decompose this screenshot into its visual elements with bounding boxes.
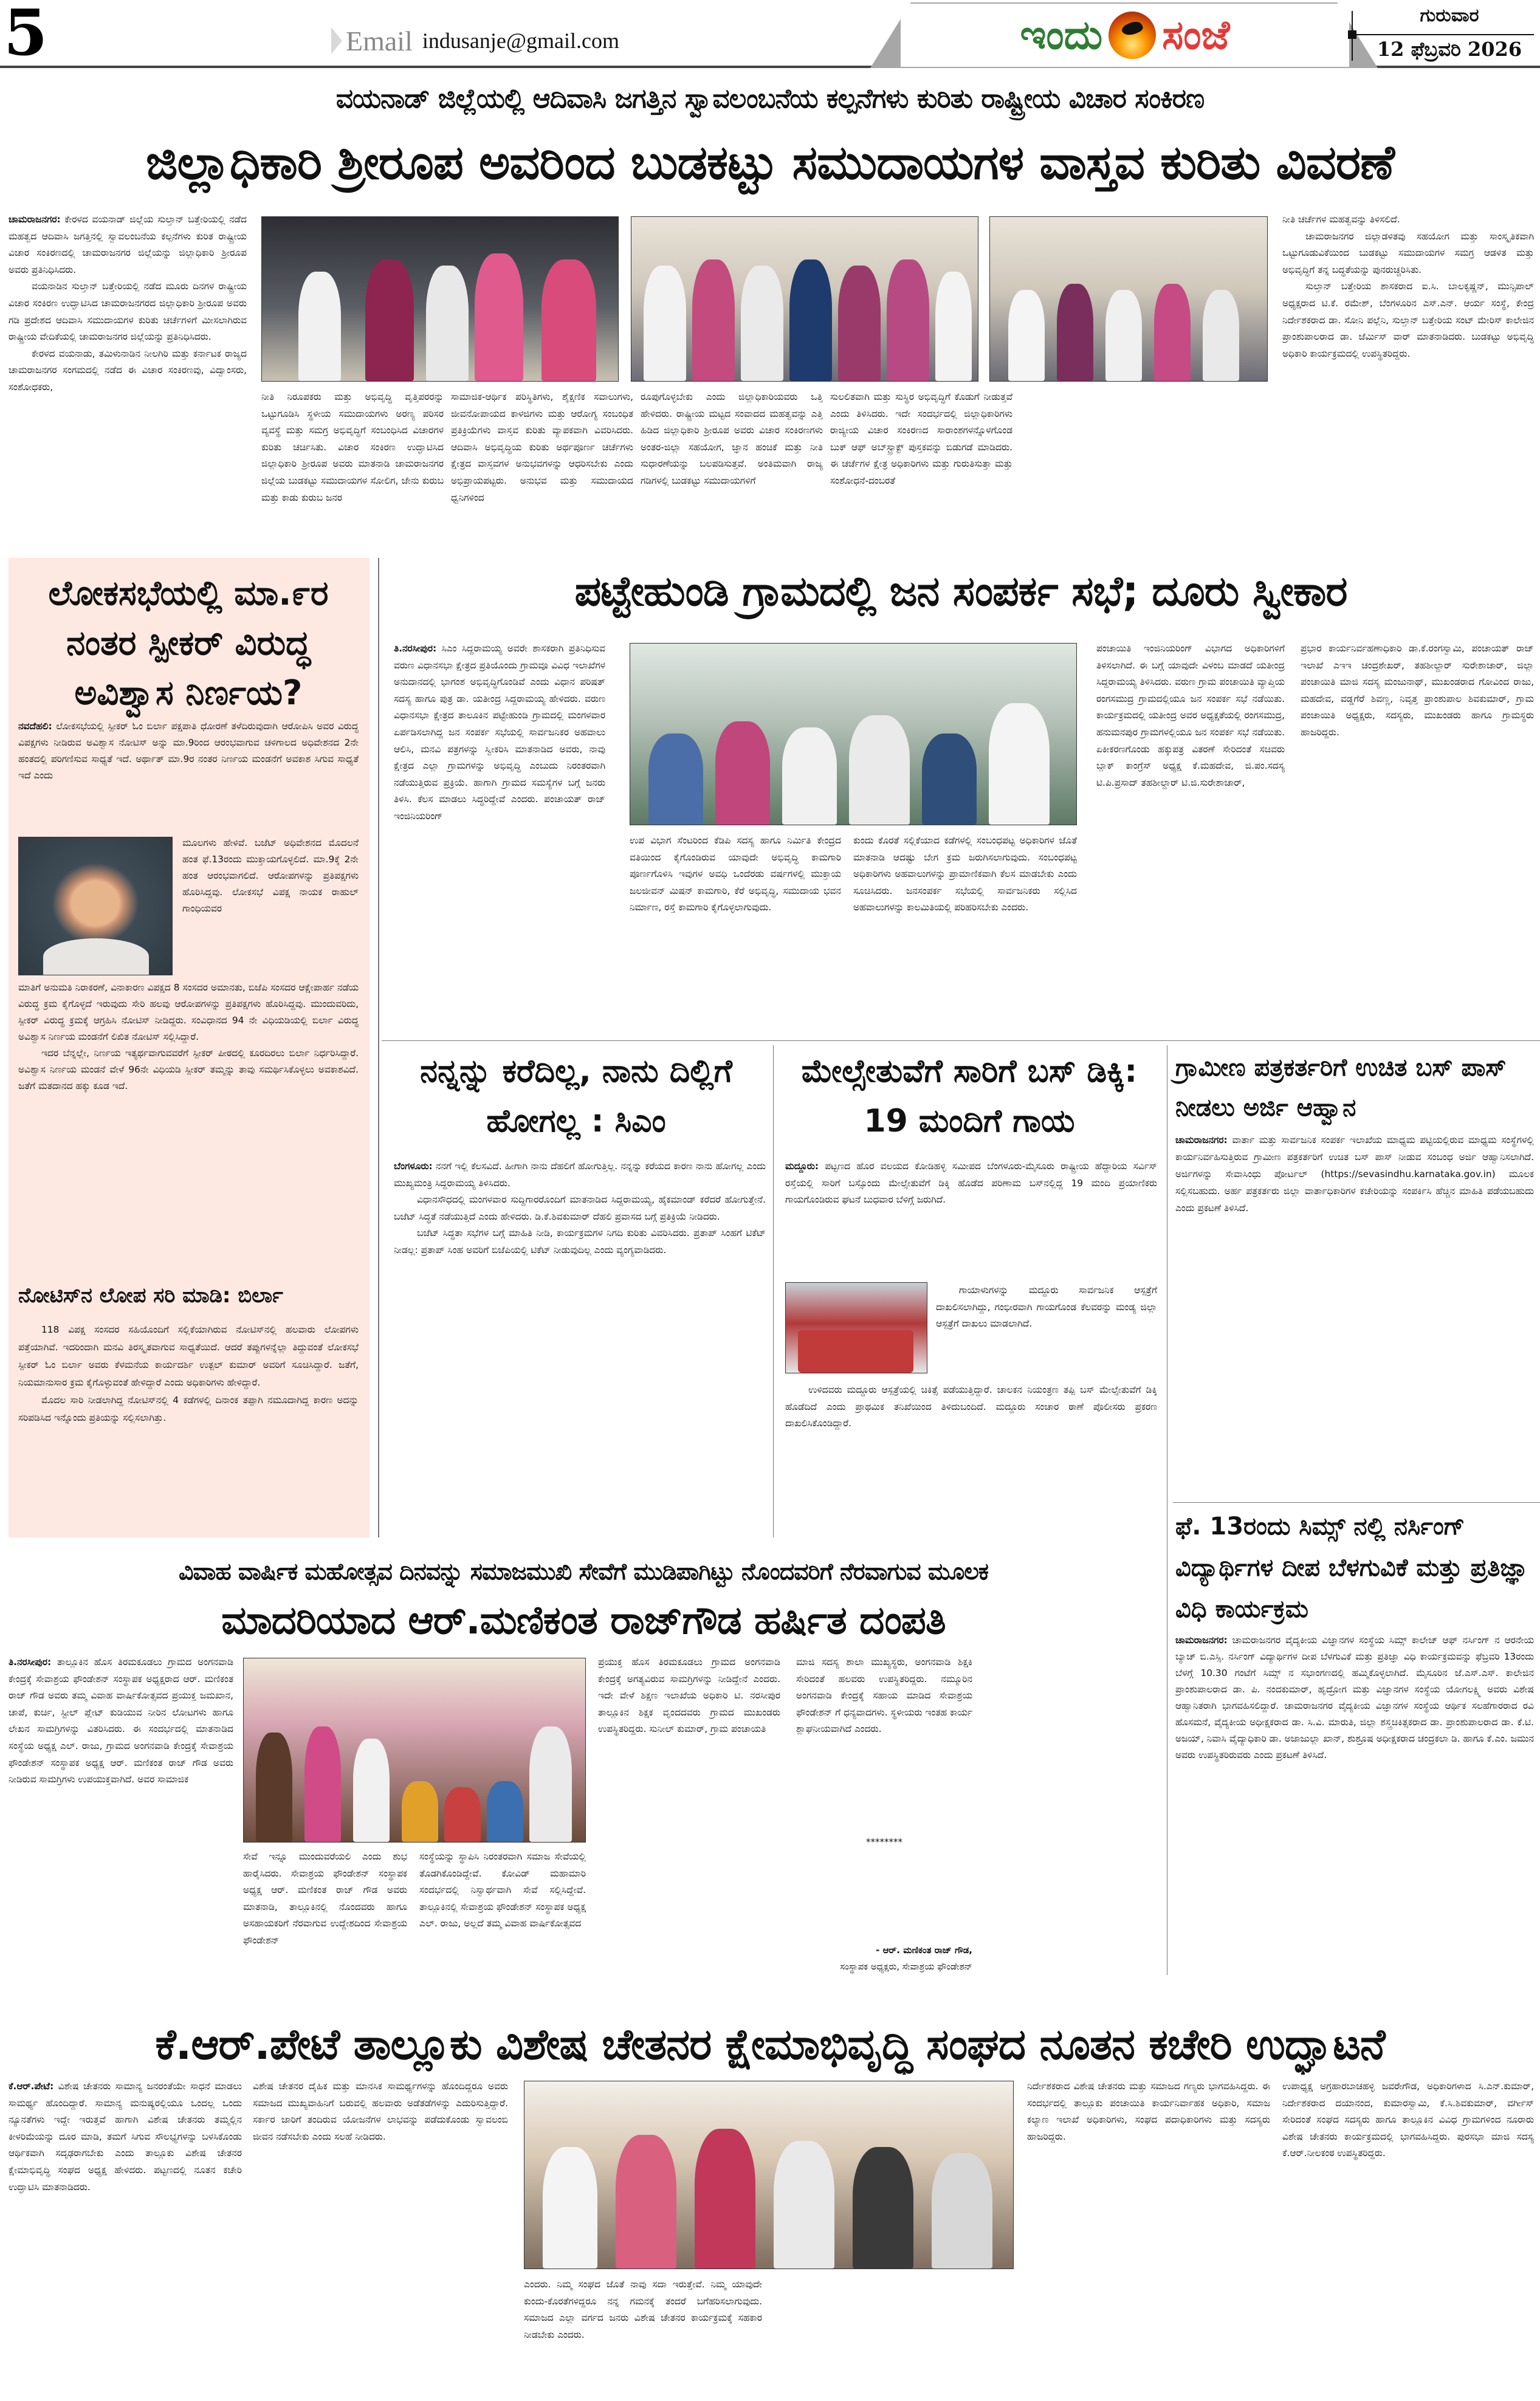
issue-date-block — [1343, 2, 1540, 66]
dateline: ಚಾಮರಾಜನಗರ: — [9, 214, 61, 225]
story-headline: ಫೆ. 13ರಂದು ಸಿಮ್ಸ್ ನಲ್ಲಿ ನರ್ಸಿಂಗ್ ವಿದ್ಯಾರ್ಥಿಗಳ ದೀಪ ಬೆಳಗುವಿಕೆ ಮತ್ತು ಪ್ರತಿಜ್ಞಾ ವಿಧಿ ಕಾರ್ಯಕ್ರಮ — [1175, 1513, 1528, 1623]
logo-text-left: ಇಂದು — [1020, 11, 1103, 58]
paragraph: ಕೇರಳದ ವಯನಾಡು, ತಮಿಳುನಾಡಿನ ನೀಲಗಿರಿ ಮತ್ತು ಕರ್ನಾಟಕ ರಾಜ್ಯದ ಚಾಮರಾಜನಗರ ಸಂಗಮದಲ್ಲಿ ನಡೆದ ಈ ವಿಚಾರ ಸಂಕಿರಣವು, ವಿದ್ವಾಂಸರು, ಸಂಶೋಧಕರು, — [9, 348, 247, 393]
article-column — [394, 641, 605, 1033]
logo-text-right: ಸಂಜೆ — [1162, 11, 1230, 58]
sidebar-sub-body — [18, 1321, 359, 1528]
photo-anganwadi-donation — [243, 1658, 586, 1843]
column-divider — [378, 558, 379, 1537]
photo-janasamparka-sabhe — [630, 643, 1077, 825]
quote-attribution: - ಆರ್. ಮಣಿಕಂತ ರಾಜ್ ಗೌಡ, — [876, 1945, 972, 1956]
paragraph: ಎಂದರು. ನಿಮ್ಮ ಸಂಘದ ಜೊತೆ ನಾವು ಸದಾ ಇರುತ್ತೇವೆ. ನಿಮ್ಮ ಯಾವುದೇ ಕುಂದು-ಕೊರತೆಗಳಿದ್ದರೂ ನನ್ನ ಗಮನಕ್ಕೆ ತಂದರೆ ಬಗೆಹರಿಸಲಾಗುವುದು. ಸಮಾಜದ ಎಲ್ಲಾ ವರ್ಗದ ಜನರು ವಿಶೇಷ ಚೇತನರ ಕಾರ್ಯಕ್ರಮಕ್ಕೆ ಸಹಕಾರ ನೀಡಬೇಕು ಎಂದರು. — [524, 2279, 762, 2340]
email-address[interactable]: indusanje@gmail.com — [422, 29, 619, 53]
photo-lamp-lighting — [261, 216, 619, 382]
section-divider — [1173, 1502, 1540, 1503]
email-block — [331, 26, 619, 56]
paragraph: ಪ್ರಯುಕ್ತ ಹೊಸ ತಿರಮಕೂಡಲು ಗ್ರಾಮದ ಅಂಗನವಾಡಿ ಕೇಂದ್ರಕ್ಕೆ ಅಗತ್ಯವಿರುವ ಸಾಮಗ್ರಿಗಳನ್ನು ನೀಡಿದ್ದೇನೆ ಎಂದರು. ಇದೇ ವೇಳೆ ಶಿಕ್ಷಣ ಇಲಾಖೆಯ ಅಧಿಕಾರಿ ಟಿ. ನರಸೀಪುರ ತಾಲ್ಲೂಕಿನ ಶಿಕ್ಷಕ ವೃಂದದವರು ಗ್ರಾಮದ ಮುಖಂಡರು ಉಪಸ್ಥಿತರಿದ್ದರು. ಸುನೀಲ್ ಕುಮಾರ್, ಗ್ರಾಮ ಪಂಚಾಯತಿ — [598, 1657, 780, 1735]
newspaper-logo — [901, 4, 1349, 67]
article-body — [394, 1158, 766, 1529]
paragraph: ಬಜೆಟ್ ಸಿದ್ಧತಾ ಸಭೆಗಳ ಬಗ್ಗೆ ಮಾಹಿತಿ ನೀಡಿ, ಕಾರ್ಯಕ್ರಮಗಳ ನಿಗದಿ ಕುರಿತು ವಿವರಿಸಿದರು. ಪ್ರತಾಪ್ ಸಿಂಹಗೆ ಟಿಕೆಟ್ ನೀಡಲ್ಲ: ಪ್ರತಾಪ್ ಸಿಂಹ ಅವರಿಗೆ ಬಿಜೆಪಿಯಲ್ಲಿ ಟಿಕೆಟ್ ನೀಡುವುದಿಲ್ಲ ಎಂದು ವ್ಯಂಗ್ಯವಾಡಿದರು. — [394, 1228, 766, 1255]
paragraph: ತಾಲ್ಲೂಕಿನ ಹೊಸ ತಿರಮಕೂಡಲು ಗ್ರಾಮದ ಅಂಗನವಾಡಿ ಕೇಂದ್ರಕ್ಕೆ ಸೇವಾಶ್ರಯ ಫೌಂಡೇಶನ್ ಸಂಸ್ಥಾಪಕ ಅಧ್ಯಕ್ಷರಾದ ಆರ್. ಮಣಿಕಂತ ರಾಜ್ ಗೌಡ ಅವರು ತಮ್ಮ ವಿವಾಹ ವಾರ್ಷಿಕೋತ್ಸವದ ಪ್ರಯುಕ್ತ ಜಮಖಾನ, ಚಾಪೆ, ಕುರ್ಚಿ, ಸ್ಟೀಲ್ ಪ್ಲೇಟ್ ಕುಡಿಯುವ ನೀರಿನ ಲೋಟಗಳು ಹಾಗೂ ಲೇಖನ ಸಾಮಗ್ರಿಗಳನ್ನು ವಿತರಿಸಿದರು. ಈ ಸಂದರ್ಭದಲ್ಲಿ ಮಾತನಾಡಿದ ಸಂಸ್ಥೆಯ ಅಧ್ಯಕ್ಷ ಎಲ್. ರಾಜು, ಗ್ರಾಮದ ಅಂಗನವಾಡಿ ಕೇಂದ್ರಕ್ಕೆ ಸೇವಾಶ್ರಯ ಫೌಂಡೇಶನ್ ಸಂಸ್ಥಾಪಕ ಅಧ್ಯಕ್ಷ ಆರ್. ಮಣಿಕಂತ ರಾಜ್ ಗೌಡ ಅವರು ನೀಡಿರುವ ಸಾಮಗ್ರಿಗಳು ಉಪಯುಕ್ತವಾಗಿದೆ. ಅವರ ಸಾಮಾಜಿಕ — [9, 1657, 233, 1785]
article-body — [936, 1282, 1157, 1379]
paragraph: ಚಾಮರಾಜನಗರ ವೈದ್ಯಕೀಯ ವಿಜ್ಞಾನಗಳ ಸಂಸ್ಥೆಯ ಸಿಮ್ಸ್ ಕಾಲೇಜ್ ಆಫ್ ನರ್ಸಿಂಗ್ ನ ಆರನೇಯ ಬ್ಯಾಚ್ ಬಿ.ಎಸ್ಸಿ. ನರ್ಸಿಂಗ್ ವಿದ್ಯಾರ್ಥಿಗಳ ದೀಪ ಬೆಳಗುವಿಕೆ ಮತ್ತು ಪ್ರತಿಜ್ಞಾ ವಿಧಿ ಕಾರ್ಯಕ್ರಮವನ್ನು ಫೆಬ್ರವರಿ 13ರಂದು ಬೆಳಗ್ಗೆ 10.30 ಗಂಟೆಗೆ ಸಿಮ್ಸ್ ನ ಸಭಾಂಗಣದಲ್ಲಿ ಹಮ್ಮಿಕೊಳ್ಳಲಾಗಿದೆ. ಮೈಸೂರಿನ ಜೆ.ಎಸ್.ಎಸ್. ಕಾಲೇಜಿನ ಪ್ರಾಂಶುಪಾಲರಾದ ಡಾ. ಪಿ. ನಂದಕುಮಾರ್, ಹೃದ್ರೋಗ ಮತ್ತು ವಿಜ್ಞಾನಗಳ ಸಂಸ್ಥೆಯ ಯೋಗಲಕ್ಷ್ಮಿ ಅವರು ವಿಶೇಷ ಆಹ್ವಾನಿತರಾಗಿ ಭಾಗವಹಿಸಲಿದ್ದಾರೆ. ಚಾಮರಾಜನಗರ ವೈದ್ಯಕೀಯ ವಿಜ್ಞಾನಗಳ ಸಂಸ್ಥೆಯ ಆರ್ಥಿಕ ಸಲಹೆಗಾರರಾದ ರವಿ ಹೊಸಮನೆ, ವೈದ್ಯಕೀಯ ಅಧೀಕ್ಷಕರಾದ ಡಾ. ಸಿ.ವಿ. ಮಾರುತಿ, ಜಿಲ್ಲಾ ಶಸ್ತ್ರಚಿಕಿತ್ಸಕರಾದ ಡಾ. ಪ್ರಾಂಶುಪಾಲರಾದ ಡಾ. ಕೆ.ಟಿ. ಅಜಯ್, ನಿವಾಸಿ ವೈದ್ಯಾಧಿಕಾರಿ ಡಾ. ಅಜಾಜುಲ್ಲಾ ಖಾನ್, ಶುಶ್ರೂಷ ಅಧೀಕ್ಷಕರಾದ ಚಂದ್ರಕಲಾ ಡಿ. ಹಾಗೂ ಕೆ.ಎಂ. ಜಮುನ ಅವರು ಉಪಸ್ಥಿತರಿರುವರು ಎಂದು ಪ್ರಕಟಣೆ ತಿಳಿಸಿದೆ. — [1175, 1635, 1534, 1760]
paragraph: ಮಾಜಿ ಸದಸ್ಯ ಶಾಲಾ ಮುಖ್ಯಸ್ಥರು, ಅಂಗನವಾಡಿ ಶಿಕ್ಷಕಿ ಸೇರಿದಂತೆ ಹಲವರು ಉಪಸ್ಥಿತರಿದ್ದರು. ನಮ್ಮೂರಿನ ಅಂಗನವಾಡಿ ಕೇಂದ್ರಕ್ಕೆ ಸಹಾಯ ಮಾಡಿದ ಸೇವಾಶ್ರಯ ಫೌಂಡೇಶನ್ ಗೆ ಧನ್ಯವಾದಗಳು. ಸ್ಥಳೀಯರು ಇಂತಹ ಕಾರ್ಯ ಶ್ಲಾಘನೀಯವಾಗಿದೆ ಎಂದರು. — [796, 1657, 972, 1735]
article-column — [243, 1849, 407, 1982]
article-column — [1096, 641, 1285, 1033]
sidebar-headline: ಲೋಕಸಭೆಯಲ್ಲಿ ಮಾ.೯ರ ನಂತರ ಸ್ಪೀಕರ್ ವಿರುದ್ಧ ಅವಿಶ್ವಾಸ ನಿರ್ಣಯ? — [48, 574, 329, 713]
paragraph: ಮೊದಲ ಸಾರಿ ನೀಡಲಾಗಿದ್ದ ನೋಟಿಸ್‌ನಲ್ಲಿ 4 ಕಡೆಗಳಲ್ಲಿ ದಿನಾಂಕ ತಪ್ಪಾಗಿ ನಮೂದಾಗಿದ್ದ ಕಾರಣ ಅದನ್ನು ಸರಿಪಡಿಸಿದ ಇನ್ನೊಂದು ಪ್ರತಿಯನ್ನು ಸಲ್ಲಿಸಲಾಗಿತ್ತು. — [18, 1395, 359, 1423]
article-column — [451, 389, 633, 552]
story-headline: ಮಾದರಿಯಾದ ಆರ್.ಮಣಿಕಂತ ರಾಜ್‌ಗೌಡ ಹರ್ಷಿತ ದಂಪತಿ — [221, 1598, 946, 1643]
dateline: ತಿ.ನರಸೀಪುರ: — [394, 643, 437, 654]
issue-date: 12 ಫೆಬ್ರವರಿ 2026 — [1377, 38, 1522, 61]
paragraph: ಸಂಸ್ಥೆಯನ್ನು ಸ್ಥಾಪಿಸಿ ನಿರಂತರವಾಗಿ ಸಮಾಜ ಸೇವೆಯಲ್ಲಿ ತೊಡಗಿಕೊಂಡಿದ್ದೇವೆ. ಕೋವಿಡ್ ಮಹಾಮಾರಿ ಸಂದರ್ಭದಲ್ಲಿ ನಿಸ್ವಾರ್ಥವಾಗಿ ಸೇವೆ ಸಲ್ಲಿಸಿದ್ದೇವೆ. ತಾಲ್ಲೂಕಿನಲ್ಲಿ ಸೇವಾಶ್ರಯ ಫೌಂಡೇಶನ್ ಸಂಸ್ಥಾಪಕ ಅಧ್ಯಕ್ಷ ಎಲ್. ರಾಜು, ಅಲ್ಲದೆ ತಮ್ಮ ವಿವಾಹ ವಾರ್ಷಿಕೋತ್ಸವದ — [419, 1851, 586, 1929]
article-column — [598, 1654, 780, 1982]
photo-damaged-bus — [785, 1282, 927, 1373]
story-headline: ಪಟ್ಟೇಹುಂಡಿ ಗ್ರಾಮದಲ್ಲಿ ಜನ ಸಂಪರ್ಕ ಸಭೆ; ದೂರು ಸ್ವೀಕಾರ — [574, 568, 1347, 616]
quote-role: ಸಂಸ್ಥಾಪಕ ಅಧ್ಯಕ್ಷರು, ಸೇವಾಶ್ರಯ ಫೌಂಡೇಶನ್ — [840, 1961, 972, 1972]
paragraph: ಸೇವೆ ಇನ್ನೂ ಮುಂದುವರೆಯಲಿ ಎಂದು ಶುಭ ಹಾರೈಸಿದರು. ಸೇವಾಶ್ರಯ ಫೌಂಡೇಶನ್ ಸಂಸ್ಥಾಪಕ ಅಧ್ಯಕ್ಷ ಆರ್. ಮಣಿಕಂತ ರಾಜ್ ಗೌಡ ಅವರು ಮಾತನಾಡಿ, ತಾಲ್ಲೂಕಿನಲ್ಲಿ ನೊಂದವರು ಹಾಗೂ ಅಸಹಾಯಕರಿಗೆ ನೆರವಾಗುವ ಉದ್ದೇಶದಿಂದ ಸೇವಾಶ್ರಯ ಫೌಂಡೇಶನ್ — [243, 1851, 407, 1946]
sidebar-wrap-text — [182, 835, 359, 978]
dateline: ಚಾಮರಾಜನಗರ: — [1175, 1135, 1228, 1146]
story-headline: ಜಿಲ್ಲಾಧಿಕಾರಿ ಶ್ರೀರೂಪ ಅವರಿಂದ ಬುಡಕಟ್ಟು ಸಮುದಾಯಗಳ ವಾಸ್ತವ ಕುರಿತು ವಿವರಣೆ — [146, 136, 1394, 190]
paragraph: ವಿಶೇಷ ಚೇತನರ ದೈಹಿಕ ಮತ್ತು ಮಾನಸಿಕ ಸಾಮರ್ಥ್ಯಗಳನ್ನು ಹೊಂದಿದ್ದರೂ ಅವರು ಸಮಾಜದ ಮುಖ್ಯವಾಹಿನಿಗೆ ಬರುವಲ್ಲಿ ಹಲವಾರು ಅಡೆತಡೆಗಳನ್ನು ಎದುರಿಸುತ್ತಿದ್ದಾರೆ. ಸರ್ಕಾರ ಜಾರಿಗೆ ತಂದಿರುವ ಯೋಜನೆಗಳ ಲಾಭವನ್ನು ಪಡೆದುಕೊಂಡು ಸ್ವಾವಲಂಬಿ ಜೀವನ ನಡೆಸಬೇಕು ಎಂದು ಸಲಹೆ ನೀಡಿದರು. — [253, 2081, 508, 2142]
article-column — [1282, 211, 1534, 552]
article-column — [1282, 2078, 1534, 2394]
paragraph: ನನಗೆ ಇಲ್ಲಿ ಕೆಲಸವಿದೆ. ಹೀಗಾಗಿ ನಾನು ದೆಹಲಿಗೆ ಹೋಗುತ್ತಿಲ್ಲ. ನನ್ನನ್ನು ಕರೆಯದ ಕಾರಣ ನಾನು ಹೋಗಲ್ಲ ಎಂದು ಮುಖ್ಯಮಂತ್ರಿ ಸಿದ್ದರಾಮಯ್ಯ ತಿಳಿಸಿದರು. — [394, 1161, 766, 1189]
story-headline: ಕೆ.ಆರ್.ಪೇಟೆ ತಾಲ್ಲೂಕು ವಿಶೇಷ ಚೇತನರ ಕ್ಷೇಮಾಭಿವೃದ್ಧಿ ಸಂಘದ ನೂತನ ಕಚೇರಿ ಉದ್ಘಾಟನೆ — [155, 2019, 1385, 2069]
article-body — [785, 1382, 1157, 1528]
divider — [1352, 34, 1534, 35]
article-column — [641, 389, 823, 552]
photo-dais — [989, 216, 1268, 382]
paragraph: 118 ವಿಪಕ್ಷ ಸಂಸದರ ಸಹಿಯೊಂದಿಗೆ ಸಲ್ಲಿಕೆಯಾಗಿರುವ ನೋಟಿಸ್‌ನಲ್ಲಿ ಹಲವಾರು ಲೋಪಗಳು ಪತ್ತೆಯಾಗಿವೆ. ಇದರಿಂದಾಗಿ ಮನವಿ ತಿರಸ್ಕೃತವಾಗುವ ಸಾಧ್ಯತೆಯಿದೆ. ಆದರೆ ತಪ್ಪುಗಳನ್ನೆಲ್ಲಾ ತಿದ್ದುವಂತೆ ಲೋಕಸಭೆ ಸ್ಪೀಕರ್ ಓಂ ಬಿರ್ಲಾ ಅವರು ಕೆಳಮನೆಯ ಕಾರ್ಯದರ್ಶಿ ಉತ್ಪಲ್ ಕುಮಾರ್ ಅವರಿಗೆ ಸೂಚಿಸಿದ್ದಾರೆ. ಜತೆಗೆ, ನಿಯಮಾನುಸಾರ ಕ್ರಮ ಕೈಗೊಳ್ಳುವಂತೆ ಹೇಳಿದ್ದಾರೆ ಎಂದು ಅಧಿಕಾರಿಗಳು ಹೇಳಿದ್ದಾರೆ. — [18, 1324, 359, 1388]
story-headline: ಮೇಲ್ಸೇತುವೆಗೆ ಸಾರಿಗೆ ಬಸ್ ಡಿಕ್ಕಿ: 19 ಮಂದಿಗೆ ಗಾಯ — [801, 1053, 1138, 1139]
article-column — [524, 2276, 1014, 2394]
paragraph: ನೀತಿ ಚರ್ಚೆಗಳ ಮಹತ್ವವನ್ನು ತಿಳಿಸಲಿದೆ. — [1282, 214, 1400, 225]
paragraph: ಕೇರಳದ ವಯನಾಡ್ ಜಿಲ್ಲೆಯ ಸುಲ್ತಾನ್ ಬತ್ತೇರಿಯಲ್ಲಿ ನಡೆದ ಮಹತ್ವದ ಆದಿವಾಸಿ ಜಗತ್ತಿನಲ್ಲಿ ಸ್ವಾವಲಂಬನೆಯ ಕಲ್ಪನೆಗಳು ಕುರಿತ ರಾಷ್ಟ್ರೀಯ ವಿಚಾರ ಸಂಕಿರಣದಲ್ಲಿ ಚಾಮರಾಜನಗರ ಜಿಲ್ಲೆಯನ್ನು ಜಿಲ್ಲಾಧಿಕಾರಿ ಶ್ರೀರೂಪ ಅವರು ಪ್ರತಿನಿಧಿಸಿದರು. — [9, 214, 247, 275]
paragraph: ಚಾಮರಾಜನಗರ ಜಿಲ್ಲಾಡಳಿತವು ಸಹಯೋಗ ಮತ್ತು ಸಾಂಸ್ಕೃತಿಕವಾಗಿ ಒಟ್ಟುಗೂಡುವಿಕೆಯಿಂದ ಬುಡಕಟ್ಟು ಸಮುದಾಯಗಳ ಸಮಗ್ರ ಆಡಳಿತ ಮತ್ತು ಅಭಿವೃದ್ಧಿಗೆ ತನ್ನ ಬದ್ಧತೆಯನ್ನು ಪುನರುಚ್ಚರಿಸಿತು. — [1282, 230, 1534, 275]
dateline: ತಿ.ನರಸೀಪುರ: — [9, 1657, 52, 1668]
dateline: ಬೆಂಗಳೂರು: — [394, 1161, 433, 1172]
paragraph: ಸಾಮಾಜಿಕ-ಆರ್ಥಿಕ ಪರಿಸ್ಥಿತಿಗಳು, ಶೈಕ್ಷಣಿಕ ಸವಾಲುಗಳು, ಜೀವನೋಪಾಯದ ಕಾಳಜಿಗಳು ಮತ್ತು ಆರೋಗ್ಯ ಸಂಬಂಧಿತ ಪ್ರತಿಕ್ರಿಯೆಗಳು ವಾಸ್ತವ ಕುರಿತು ವ್ಯಾಪಕವಾಗಿ ವಿವರಿಸಿದರು. ಆದಿವಾಸಿ ಅಭಿವೃದ್ಧಿಯ ಕುರಿತು ಅರ್ಥಪೂರ್ಣ ಚರ್ಚೆಗಳು ಕ್ಷೇತ್ರದ ವಾಸ್ತವಗಳ ಅನುಭವಗಳನ್ನು ಆಧರಿಸಬೇಕು ಎಂದು ಅಭಿಪ್ರಾಯಪಟ್ಟರು. ಅನುಭವ ಮತ್ತು ಸಮುದಾಯದ ಧ್ವನಿಗಳಿಂದ — [451, 391, 633, 503]
article-column — [796, 1654, 972, 1836]
paragraph: ಮೂಲಗಳು ಹೇಳಿವೆ. ಬಜೆಟ್ ಅಧಿವೇಶನದ ಮೊದಲನೆ ಹಂತ ಫೆ.13ರಂದು ಮುಕ್ತಾಯಗೊಳ್ಳಲಿದೆ. ಮಾ.9ಕ್ಕೆ 2ನೇ ಹಂತ ಆರಂಭವಾಗಲಿದೆ. ಆರೋಪಗಳನ್ನು ಪ್ರತಿಪಕ್ಷಗಳು ಹೊರಿಸಿದ್ದವು. ಲೋಕಸಭೆ ವಿಪಕ್ಷ ನಾಯಕ ರಾಹುಲ್ ಗಾಂಧಿಯವರ — [182, 837, 359, 914]
sidebar-intro — [18, 718, 359, 834]
article-column — [9, 211, 247, 552]
separator: ******** — [866, 1836, 902, 1847]
column-divider — [773, 1045, 774, 1537]
story-headline: ಗ್ರಾಮೀಣ ಪತ್ರಕರ್ತರಿಗೆ ಉಚಿತ ಬಸ್ ಪಾಸ್ ನೀಡಲು ಅರ್ಜಿ ಆಹ್ವಾನ — [1175, 1054, 1507, 1122]
paragraph: ಪಂಚಾಯಿತಿ ಇಂಜಿನಿಯರಿಂಗ್ ವಿಭಾಗದ ಅಧಿಕಾರಿಗಳಿಗೆ ತಿಳಿಸಲಾಗಿದೆ. ಈ ಬಗ್ಗೆ ಯಾವುದೇ ವಿಳಂಬ ಮಾಡದೆ ಯತೀಂದ್ರ ಸಿದ್ದರಾಮಯ್ಯ ತಿಳಿಸಿದರು. ವರುಣ ಗ್ರಾಮ ಪಂಚಾಯಿತಿ ವ್ಯಾಪ್ತಿಯ ರಂಗಸಮುದ್ರ ಗ್ರಾಮದಲ್ಲಿಯೂ ಜನ ಸಂಪರ್ಕ ಸಭೆ ನಡೆಯಿತು. ಕಾರ್ಯಕ್ರಮದಲ್ಲಿ ಯತೀಂದ್ರ ಅವರ ಅಧ್ಯಕ್ಷತೆಯಲ್ಲಿ ರಂಗಸಮುದ್ರ, ಹನುಮನಪುರ ಗ್ರಾಮಗಳಲ್ಲಿಯೂ ಜನ ಸಂಪರ್ಕ ಸಭೆ ನಡೆಯಿತು. ಏಕೀಕರಣಗೊಂಡು ಹಕ್ಕುಪತ್ರ ವಿತರಣೆ ಸೇರಿದಂತೆ ಸಚಿವರು ಬ್ಲಾಕ್ ಕಾಂಗ್ರೆಸ್ ಅಧ್ಯಕ್ಷ ಕೆ.ಮಹದೇವ, ಜಿ.ಪಂ.ಸದಸ್ಯ ಟಿ.ಪಿ.ಪ್ರಸಾದ್ ತಹಶೀಲ್ದಾರ್ ಟಿ.ಜಿ.ಸುರೇಶಾಚಾರ್, — [1096, 643, 1285, 788]
article-column — [1301, 641, 1534, 1033]
page-number: 5 — [4, 0, 48, 70]
story-kicker: ವಿವಾಹ ವಾರ್ಷಿಕ ಮಹೋತ್ಸವ ದಿನವನ್ನು ಸಮಾಜಮುಖಿ ಸೇವೆಗೆ ಮುಡಿಪಾಗಿಟ್ಟು ನೊಂದವರಿಗೆ ನೆರವಾಗುವ ಮೂಲಕ — [179, 1558, 988, 1585]
paragraph: ಇದರ ಬೆನ್ನಲ್ಲೇ, ನಿರ್ಣಯ ಇತ್ಯರ್ಥವಾಗುವವರೆಗೆ ಸ್ಪೀಕರ್ ಪೀಠದಲ್ಲಿ ಕೂರದಿರಲು ಬಿರ್ಲಾ ನಿರ್ಧರಿಸಿದ್ದಾರೆ. ಅವಿಶ್ವಾಸ ನಿರ್ಣಯ ಮಂಡನೆ ವೇಳೆ 96ನೇ ವಿಧಿಯಡಿ ಸ್ಪೀಕರ್ ತಮ್ಮನ್ನು ತಾವು ಸಮರ್ಥಿಸಿಕೊಳ್ಳಲು ಅವಕಾಶವಿದೆ. ಜತೆಗೆ ಮತದಾನದ ಹಕ್ಕು ಕೂಡ ಇದೆ. — [18, 1048, 359, 1091]
sunset-bird-icon — [1109, 12, 1156, 59]
paragraph: ಉಳಿದವರು ಮದ್ದೂರು ಆಸ್ಪತ್ರೆಯಲ್ಲಿ ಚಿಕಿತ್ಸೆ ಪಡೆಯುತ್ತಿದ್ದಾರೆ. ಚಾಲಕನ ನಿಯಂತ್ರಣ ತಪ್ಪಿ ಬಸ್ ಮೇಲ್ಸೇತುವೆಗೆ ಡಿಕ್ಕಿ ಹೊಡೆದಿದೆ ಎಂದು ಪ್ರಾಥಮಿಕ ತನಿಖೆಯಿಂದ ತಿಳಿದುಬಂದಿದೆ. ಮದ್ದೂರು ಸಂಚಾರ ಠಾಣೆ ಪೊಲೀಸರು ಪ್ರಕರಣ ದಾಖಲಿಸಿಕೊಂಡಿದ್ದಾರೆ. — [785, 1384, 1157, 1429]
email-label: Email — [346, 25, 413, 57]
paragraph: ಪ್ರಭಾರ ಕಾರ್ಯನಿರ್ವಹಣಾಧಿಕಾರಿ ಡಾ.ಕೆ.ರಂಗಸ್ವಾಮಿ, ಪಂಚಾಯತ್ ರಾಜ್ ಇಲಾಖೆ ಎಇಇ ಚಂದ್ರಶೇಖರ್, ತಹಶೀಲ್ದಾರ್ ಸುರೇಶಾಚಾರ್, ಜಿಲ್ಲಾ ಪಂಚಾಯಿತಿ ಮಾಜಿ ಸದಸ್ಯ ಮಂಜುನಾಥ್, ಮುಖಂಡರಾದ ಗೋವಿಂದ ರಾಜು, ಮಹದೇವ, ವಡ್ಡಗೆರೆ ಶಿವಣ್ಣ, ನಿವೃತ್ತ ಪ್ರಾಂಶುಪಾಲ ಶಿವಕುಮಾರ್, ಗ್ರಾಮ ಪಂಚಾಯಿತಿ ಅಧ್ಯಕ್ಷರು, ಸದಸ್ಯರು, ಮುಖಂಡರು ಹಾಗೂ ಗ್ರಾಮಸ್ಥರು ಹಾಜರಿದ್ದರು. — [1301, 643, 1534, 738]
paragraph: ಸುಲಲಿತವಾಗಿ ಮತ್ತು ಸುಸ್ಥಿರ ಅಭಿವೃದ್ಧಿಗೆ ಕೊಡುಗೆ ನೀಡುತ್ತವೆ ಎಂದು ತಿಳಿಸಿದರು. ಇದೇ ಸಂದರ್ಭದಲ್ಲಿ ಜಿಲ್ಲಾಧಿಕಾರಿಗಳು ರಾಜ್ಯೀಯ ವಿಚಾರ ಸಂಕಿರಣದ ಸಾರಾಂಶಗಳನ್ನೊಳಗೊಂಡ ಬುಕ್ ಆಫ್ ಅಬ್‌ಸ್ಟ್ರಾಕ್ಟ್ ಪುಸ್ತಕವನ್ನು ಬಿಡುಗಡೆ ಮಾಡಿದರು. ಈ ಚರ್ಚೆಗಳ ಕ್ಷೇತ್ರ ಅಧಿಕಾರಿಗಳು ಮತ್ತು ಗುರುತಿಸುತ್ತಾ ಮತ್ತು ಸಂಶೋಧನೆ-ದಂಬರತೆ — [830, 391, 1012, 486]
dateline: ಚಾಮರಾಜನಗರ: — [1175, 1635, 1228, 1646]
photo-om-birla — [18, 837, 173, 975]
paragraph: ಸಿಎಂ ಸಿದ್ದರಾಮಯ್ಯ ಅವರೇ ಶಾಸಕರಾಗಿ ಪ್ರತಿನಿಧಿಸುವ ವರುಣ ವಿಧಾನಸಭಾ ಕ್ಷೇತ್ರದ ಪ್ರತಿಯೊಂದು ಗ್ರಾಮವೂ ವಿವಿಧ ಇಲಾಖೆಗಳ ಅನುದಾನದಲ್ಲಿ ಭಾಗಂಶ ಅಭಿವೃದ್ಧಿಗೊಂಡಿವೆ ಎಂದು ವಿಧಾನ ಪರಿಷತ್ ಸದಸ್ಯ ಹಾಗೂ ಪುತ್ರ ಡಾ. ಯತೀಂದ್ರ ಸಿದ್ದರಾಮಯ್ಯ ಹೇಳಿದರು. ವರುಣ ವಿಧಾನಸಭಾ ಕ್ಷೇತ್ರದ ತಾಲೂಕಿನ ಪಟ್ಟೇಹುಂಡಿ ಗ್ರಾಮದಲ್ಲಿ ಮಂಗಳವಾರ ಏರ್ಪಡಿಸಲಾಗಿದ್ದ ಜನ ಸಂಪರ್ಕ ಸಭೆಯಲ್ಲಿ ಸಾರ್ವಜನಿಕರ ಅಹವಾಲು ಆಲಿಸಿ, ಮನವಿ ಪತ್ರಗಳನ್ನು ಸ್ವೀಕರಿಸಿ ಮಾತನಾಡಿದ ಅವರು, ನಾವು ಕ್ಷೇತ್ರದ ಎಲ್ಲಾ ಗ್ರಾಮಗಳನ್ನು ಅಭಿವೃದ್ಧಿ ಎಂಬುದು ನಿರಂತರವಾಗಿ ನಡೆಯುತ್ತಿರುವ ಪ್ರಕ್ರಿಯೆ. ಹಾಗಾಗಿ ಗ್ರಾಮದ ಸಮಸ್ಯೆಗಳ ಬಗ್ಗೆ ಜನರು ತಿಳಿಸಿ. ಕೆಲಸ ಮಾಡಲು ಸಿದ್ಧರಿದ್ದೇವೆ ಎಂದರು. ಪಂಚಾಯತ್ ರಾಜ್ ಇಂಜಿನಿಯರಿಂಗ್ — [394, 643, 605, 822]
section-divider — [382, 1040, 1540, 1041]
article-column — [9, 2078, 242, 2394]
sidebar-subhead: ನೋಟಿಸ್‌ನ ಲೋಪ ಸರಿ ಮಾಡಿ: ಬಿರ್ಲಾ — [18, 1283, 283, 1308]
article-column — [630, 833, 841, 1033]
paragraph: ನಿರ್ದೇಶಕರಾದ ವಿಶೇಷ ಚೇತನರು ಮತ್ತು ಸಮಾಜದ ಗಣ್ಯರು ಭಾಗವಹಿಸಿದ್ದರು. ಈ ಸಂದರ್ಭದಲ್ಲಿ ತಾಲ್ಲೂಕು ಪಂಚಾಯಿತಿ ಕಾರ್ಯನಿರ್ವಾಹಕ ಅಧಿಕಾರಿ, ಸಮಾಜ ಕಲ್ಯಾಣ ಇಲಾಖೆ ಅಧಿಕಾರಿಗಳು, ಸಂಘದ ಪದಾಧಿಕಾರಿಗಳು ಮತ್ತು ಸದಸ್ಯರು ಹಾಜರಿದ್ದರು. — [1027, 2081, 1270, 2142]
paragraph: ವಾರ್ತಾ ಮತ್ತು ಸಾರ್ವಜನಿಕ ಸಂಪರ್ಕ ಇಲಾಖೆಯ ಮಾಧ್ಯಮ ಪಟ್ಟಿಯಲ್ಲಿರುವ ಮಾಧ್ಯಮ ಸಂಸ್ಥೆಗಳಲ್ಲಿ ಕಾರ್ಯನಿರ್ವಹಿಸುತ್ತಿರುವ ಗ್ರಾಮೀಣ ಪತ್ರಕರ್ತರಿಗೆ ಉಚಿತ ಬಸ್ ಪಾಸ್ ನೀಡುವ ಸಂಬಂಧ ಅರ್ಜಿ ಆಹ್ವಾನಿಸಲಾಗಿದೆ. ಅರ್ಜಿಗಳನ್ನು ಸೇವಾಸಿಂಧು ಪೋರ್ಟಲ್ (https://sevasindhu.karnataka.gov.in) ಮೂಲಕ ಸಲ್ಲಿಸಬಹುದು. ಅರ್ಹ ಪತ್ರಕರ್ತರು ಜಿಲ್ಲಾ ವಾರ್ತಾಧಿಕಾರಿಗಳ ಕಚೇರಿಯನ್ನು ಸಂಪರ್ಕಿಸಿ ಹೆಚ್ಚಿನ ಮಾಹಿತಿ ಪಡೆಯಬಹುದು ಎಂದು ಪ್ರಕಟಣೆ ತಿಳಿಸಿದೆ. — [1175, 1135, 1534, 1214]
sidebar-body — [18, 980, 359, 1265]
article-column — [261, 389, 444, 552]
paragraph: ಉಪಾಧ್ಯಕ್ಷ ಅಗ್ರಹಾರಬಾಚಹಳ್ಳಿ ಜವರೇಗೌಡ, ಅಧಿಕಾರಿಗಳಾದ ಸಿ.ಎನ್.ಕುಮಾರ್, ನಿರ್ದೇಶಕರಾದ ದಯಾನಂದ, ಕುಮಾರಸ್ವಾಮಿ, ಕೆ.ಸಿ.ಶಿವಕುಮಾರ್, ವರ್ಗೀಸ್ ಸೇರಿದಂತೆ ಸಂಘದ ಸದಸ್ಯರು ಹಾಗೂ ತಾಲ್ಲೂಕಿನ ವಿವಿಧ ಗ್ರಾಮಗಳಿಂದ ನೂರಾರು ವಿಶೇಷ ಚೇತನರು ಕಾರ್ಯಕ್ರಮದಲ್ಲಿ ಭಾಗವಹಿಸಿದ್ದರು. ಪುರಸಭಾ ಮಾಜಿ ಸದಸ್ಯ ಕೆ.ಆರ್.ನೀಲಕಂಠ ಉಪಸ್ಥಿತರಿದ್ದರು. — [1282, 2081, 1534, 2159]
article-column — [830, 389, 1012, 552]
paragraph: ಮಾತಿಗೆ ಅನುಮತಿ ನಿರಾಕರಣೆ, ವಿನಾಕಾರಣ ವಿಪಕ್ಷದ 8 ಸಂಸದರ ಅಮಾನತು, ಬಿಜೆಪಿ ಸಂಸದರ ಆಕ್ಷೇಪಾರ್ಹ ನಡೆಯ ವಿರುದ್ಧ ಕ್ರಮ ಕೈಗೊಳ್ಳದೆ ಇರುವುದು ಸೇರಿ ಹಲವು ಆರೋಪಗಳನ್ನು ಪ್ರತಿಪಕ್ಷಗಳು ಹೊರಿಸಿದ್ದವು. ಮುಂದುವರಿದು, ಸ್ಪೀಕರ್ ವಿರುದ್ಧ ಕ್ರಮಕ್ಕೆ ಆಗ್ರಹಿಸಿ ನೋಟಿಸ್ ನೀಡಿದ್ದರು. ಸಂವಿಧಾನದ 94 ನೇ ವಿಧಿಯಡಿಯಲ್ಲಿ ಬಿರ್ಲಾ ವಿರುದ್ಧ ಅವಿಶ್ವಾಸ ನಿರ್ಣಯ ಮಂಡನೆಗೆ ಲಿಖಿತ ನೋಟಿಸ್ ಸಲ್ಲಿಸಿದ್ದಾರೆ. — [18, 982, 359, 1042]
article-column — [253, 2078, 508, 2394]
story-kicker: ವಯನಾಡ್ ಜಿಲ್ಲೆಯಲ್ಲಿ ಆದಿವಾಸಿ ಜಗತ್ತಿನ ಸ್ವಾವಲಂಬನೆಯ ಕಲ್ಪನೆಗಳು ಕುರಿತು ರಾಷ್ಟ್ರೀಯ ವಿಚಾರ ಸಂಕಿರಣ — [335, 83, 1205, 114]
paragraph: ವಿಶೇಷ ಚೇತನರು ಸಾಮಾನ್ಯ ಜನರಂತೆಯೇ ಸಾಧನೆ ಮಾಡಲು ಸಾಮರ್ಥ್ಯ ಹೊಂದಿದ್ದಾರೆ. ಸಾಮಾನ್ಯ ಮನುಷ್ಯರಲ್ಲಿಯೂ ಒಂದಲ್ಲ ಒಂದು ನ್ಯೂನತೆಗಳು ಇದ್ದೇ ಇರುತ್ತವೆ ಹಾಗಾಗಿ ವಿಶೇಷ ಚೇತನರು ತಮ್ಮಲ್ಲಿನ ಕೀಳರಿಮೆಯನ್ನು ದೂರ ಮಾಡಿ, ತಮಗೆ ಸಿಗುವ ಸೌಲಭ್ಯಗಳನ್ನು ಬಳಸಿಕೊಂಡು ಆರ್ಥಿಕವಾಗಿ ಸದೃಢರಾಗಬೇಕು ಎಂದು ತಾಲ್ಲೂಕು ವಿಶೇಷ ಚೇತನರ ಕ್ಷೇಮಾಭಿವೃದ್ಧಿ ಸಂಘದ ಅಧ್ಯಕ್ಷ ಹೇಳಿದರು. ಪಟ್ಟಣದಲ್ಲಿ ನೂತನ ಕಚೇರಿ ಉದ್ಘಾಟಿಸಿ ಮಾತನಾಡಿದರು. — [9, 2081, 242, 2193]
dateline: ಕೆ.ಆರ್.ಪೇಟೆ: — [9, 2081, 54, 2092]
paragraph: ರೂಪುಗೊಳ್ಳಬೇಕು ಎಂದು ಜಿಲ್ಲಾಧಿಕಾರಿಯವರು ಒತ್ತಿ ಹೇಳಿದರು. ರಾಷ್ಟ್ರೀಯ ಮಟ್ಟದ ಸಂವಾದದ ಮಹತ್ವವನ್ನು ಎತ್ತಿ ಹಿಡಿದ ಜಿಲ್ಲಾಧಿಕಾರಿ ಶ್ರೀರೂಪ ಅವರು ವಿಚಾರ ಸಂಕಿರಣಗಳು ಅಂತರ-ಜಿಲ್ಲಾ ಸಹಯೋಗ, ಜ್ಞಾನ ಹಂಚಿಕೆ ಮತ್ತು ನೀತಿ ಸುಧಾರಣೆಯನ್ನು ಬಲಪಡಿಸುತ್ತವೆ. ಅಂತಿಮವಾಗಿ ರಾಜ್ಯ ಗಡಿಗಳಲ್ಲಿ ಬುಡಕಟ್ಟು ಸಮುದಾಯಗಳಿಗೆ — [641, 391, 823, 486]
paragraph: ಪಟ್ಟಣದ ಹೊರ ವಲಯದ ಕೋಡಿಹಳ್ಳಿ ಸಮೀಪದ ಬೆಂಗಳೂರು-ಮೈಸೂರು ರಾಷ್ಟ್ರೀಯ ಹೆದ್ದಾರಿಯ ಸರ್ವಿಸ್ ರಸ್ತೆಯಲ್ಲಿ ಸಾರಿಗೆ ಬಸ್ಸೊಂದು ಮೇಲ್ಸೇತುವೆಗೆ ಡಿಕ್ಕಿ ಹೊಡೆದ ಪರಿಣಾಮ ಬಸ್‌ನಲ್ಲಿದ್ದ 19 ಮಂದಿ ಪ್ರಯಾಣಿಕರು ಗಾಯಗೊಂಡಿರುವ ಘಟನೆ ಬುಧವಾರ ಬೆಳಿಗ್ಗೆ ಜರುಗಿದೆ. — [785, 1161, 1157, 1206]
paragraph: ಸುಲ್ತಾನ್ ಬತ್ತೇರಿಯ ಶಾಸಕರಾದ ಐ.ಸಿ. ಬಾಲಕೃಷ್ಣನ್, ಮುನ್ಸಿಪಾಲ್ ಅಧ್ಯಕ್ಷರಾದ ಟಿ.ಕೆ. ರಮೇಶ್, ಬೆಂಗಳೂರಿನ ಎಸ್.ಎನ್. ಆರ್ಯ ಸಂಸ್ಥೆ, ಕೇಂದ್ರ ನಿರ್ದೇಶಕರಾದ ಡಾ. ಸೋನಿ ಪಲ್ಲೆನಿ, ಸುಲ್ತಾನ್ ಬತ್ತೇರಿಯ ಸಂಟ್ ಮೇರಿಸ್ ಕಾಲೇಜಿನ ಪ್ರಾಂಶುಪಾಲರಾದ ಡಾ. ಜೆರ್ಮಿಸ್ ವಾರ್ ಮಾತನಾಡಿದರು. ಬುಡಕಟ್ಟು ಅಭಿವೃದ್ಧಿ ಅಧಿಕಾರಿ ಕಾರ್ಯಕ್ರಮದಲ್ಲಿ ಉಪಸ್ಥಿತರಿದ್ದರು. — [1282, 281, 1534, 359]
story-headline: ನನ್ನನ್ನು ಕರೆದಿಲ್ಲ, ನಾನು ದಿಲ್ಲಿಗೆ ಹೋಗಲ್ಲ : ಸಿಎಂ — [420, 1053, 732, 1139]
dateline: ಮದ್ದೂರು: — [785, 1161, 819, 1172]
article-body — [785, 1158, 1157, 1280]
paragraph: ಲೋಕಸಭೆಯಲ್ಲಿ ಸ್ಪೀಕರ್ ಓಂ ಬಿರ್ಲಾ ಪಕ್ಷಪಾತಿ ಧೋರಣೆ ತಳೆದಿರುವುದಾಗಿ ಆರೋಪಿಸಿ ಅವರ ವಿರುದ್ಧ ವಿಪಕ್ಷಗಳು ನೀಡಿರುವ ಅವಿಶ್ವಾಸ ನೋಟಿಸ್ ಅನ್ನು ಮಾ.9ರಿಂದ ಆರಂಭವಾಗುವ ಚಳಿಗಾಲದ ಅಧಿವೇಶನದ 2ನೇ ಹಂತದಲ್ಲಿ ಪರಿಗಣಿಸುವ ಸಾಧ್ಯತೆ ಇದೆ. ಅರ್ಥಾತ್ ಮಾ.9ರ ನಂತರ ನಿರ್ಣಯ ಮಂಡನೆಗೆ ಅವಕಾಶ ಸಿಗುವ ಸಾಧ್ಯತೆ ಇದೆ ಎಂದು — [18, 721, 359, 781]
article-column — [419, 1849, 586, 1982]
bullet-icon — [1348, 30, 1356, 39]
paragraph: ನೀತಿ ನಿರೂಪಕರು ಮತ್ತು ಅಭಿವೃದ್ಧಿ ವೃತ್ತಿಪರರನ್ನು ಒಟ್ಟುಗೂಡಿಸಿ ಸ್ಥಳೀಯ ಸಮುದಾಯಗಳು ಅರಣ್ಯ ಪರಿಸರ ವ್ಯವಸ್ಥೆ ಮತ್ತು ಸಮಗ್ರ ಅಭಿವೃದ್ಧಿಗೆ ಸಂಬಂಧಿಸಿದ ವಿಚಾರಗಳ ಕುರಿತು ಚರ್ಚಿಸಿತು. ವಿಚಾರ ಸಂಕಿರಣ ಉದ್ಘಾಟಿಸಿದ ಜಿಲ್ಲಾಧಿಕಾರಿ ಶ್ರೀರೂಪ ಅವರು ಮಾತನಾಡಿ ಚಾಮರಾಜನಗರ ಜಿಲ್ಲೆಯ ಬುಡಕಟ್ಟು ಸಮುದಾಯಗಳ ಸೋಲಿಗ, ಜೇನು ಕುರುಬ ಮತ್ತು ಕಾಡು ಕುರುಬ ಜನರ — [261, 391, 444, 503]
issue-day: ಗುರುವಾರ — [1420, 5, 1479, 26]
paragraph: ಗಾಯಾಳುಗಳನ್ನು ಮದ್ದೂರು ಸಾರ್ವಜನಿಕ ಆಸ್ಪತ್ರೆಗೆ ದಾಖಲಿಸಲಾಗಿದ್ದು, ಗಂಭೀರವಾಗಿ ಗಾಯಗೊಂಡ ಕೆಲವರನ್ನು ಮಂಡ್ಯ ಜಿಲ್ಲಾ ಆಸ್ಪತ್ರೆಗೆ ದಾಖಲು ಮಾಡಲಾಗಿದೆ. — [936, 1285, 1157, 1330]
paragraph: ಉಪ ವಿಭಾಗ ಸೆಂಟರಿಂದ ಕೆಡಿಪಿ ಸದಸ್ಯ ಹಾಗೂ ನಿರ್ಮಿತಿ ಕೇಂದ್ರದ ವತಿಯಿಂದ ಕೈಗೊಂಡಿರುವ ಯಾವುದೇ ಅಭಿವೃದ್ಧಿ ಕಾಮಗಾರಿ ಪೂರ್ಣಗೊಳಿಸಿ ಇವುಗಳ ಅವಧಿ ಒಂದೆರಡು ವರ್ಷಗಳಲ್ಲಿ ಮುಕ್ತಾಯ ಜಲಜೀವನ್ ಮಿಷನ್ ಕಾಮಗಾರಿ, ಕೆರೆ ಅಭಿವೃದ್ಧಿ, ಸಮುದಾಯ ಭವನ ನಿರ್ಮಾಣ, ರಸ್ತೆ ಕಾಮಗಾರಿ ಕೈಗೊಳ್ಳಲಾಗುವುದು. — [630, 835, 841, 913]
article-column — [1027, 2078, 1270, 2394]
photo-office-inauguration — [524, 2081, 1014, 2269]
paragraph: ವಿಧಾನಸೌಧದಲ್ಲಿ ಮಂಗಳವಾರ ಸುದ್ದಿಗಾರರೊಂದಿಗೆ ಮಾತನಾಡಿದ ಸಿದ್ದರಾಮಯ್ಯ, ಹೈಕಮಾಂಡ್ ಕರೆದರೆ ಹೋಗುತ್ತೇನೆ. ಬಜೆಟ್ ಸಿದ್ಧತೆ ನಡೆಯುತ್ತಿದೆ ಎಂದು ಹೇಳಿದರು. ಡಿ.ಕೆ.ಶಿವಕುಮಾರ್ ದೆಹಲಿ ಪ್ರವಾಸದ ಬಗ್ಗೆ ಪ್ರತಿಕ್ರಿಯೆ ನೀಡಿದರು. — [394, 1194, 766, 1222]
paragraph: ಕುಂದು ಕೊರತೆ ಸಲ್ಲಿಕೆಯಾದ ಕಡೆಗಳಲ್ಲಿ ಸಂಬಂಧಪಟ್ಟ ಅಧಿಕಾರಿಗಳ ಜೊತೆ ಮಾತನಾಡಿ ಆದಷ್ಟು ಬೇಗ ಕ್ರಮ ಜರುಗಿಸಲಾಗುವುದು. ಸಂಬಂಧಪಟ್ಟ ಅಧಿಕಾರಿಗಳು ಅಹವಾಲುಗಳನ್ನು ಪ್ರಾಮಾಣಿಕವಾಗಿ ಕೆಲಸ ಮಾಡಬೇಕು ಎಂದು ಸೂಚಿಸಿದರು. ಜನಸಂಪರ್ಕ ಸಭೆಯಲ್ಲಿ ಸಾರ್ವಜನಿಕರು ಸಲ್ಲಿಸಿದ ಅಹವಾಲುಗಳನ್ನು ಕಾಲಮಿತಿಯಲ್ಲಿ ಪರಿಹರಿಸಬೇಕು ಎಂದರು. — [853, 835, 1077, 913]
paragraph: ವಯನಾಡಿನ ಸುಲ್ತಾನ್ ಬತ್ತೇರಿಯಲ್ಲಿ ನಡೆದ ಮೂರು ದಿನಗಳ ರಾಷ್ಟ್ರೀಯ ವಿಚಾರ ಸಂಕಿರಣ ಉದ್ಘಾಟಿಸಿದ ಚಾಮರಾಜನಗರದ ಜಿಲ್ಲಾಧಿಕಾರಿ ಶ್ರೀರೂಪ ಅವರು ಗಡಿ ಪ್ರದೇಶದ ಆದಿವಾಸಿ ಸಮುದಾಯಗಳ ಕುರಿತು ಚರ್ಚೆಗಳಿಗೆ ಮೀಸಲಾಗಿರುವ ರಾಷ್ಟ್ರೀಯ ವೇದಿಕೆಯಲ್ಲಿ ಚಾಮರಾಜನಗರ ಜಿಲ್ಲೆಯನ್ನು ಪ್ರತಿನಿಧಿಸಿದರು. — [9, 281, 247, 343]
masthead — [0, 0, 1540, 68]
dateline: ನವದೆಹಲಿ: — [18, 721, 52, 732]
article-body — [1175, 1132, 1534, 1496]
triangle-arrow-icon — [331, 27, 342, 54]
article-column — [9, 1654, 233, 1982]
article-column — [853, 833, 1077, 1033]
photo-book-release — [631, 216, 978, 382]
article-body — [1175, 1632, 1534, 1979]
